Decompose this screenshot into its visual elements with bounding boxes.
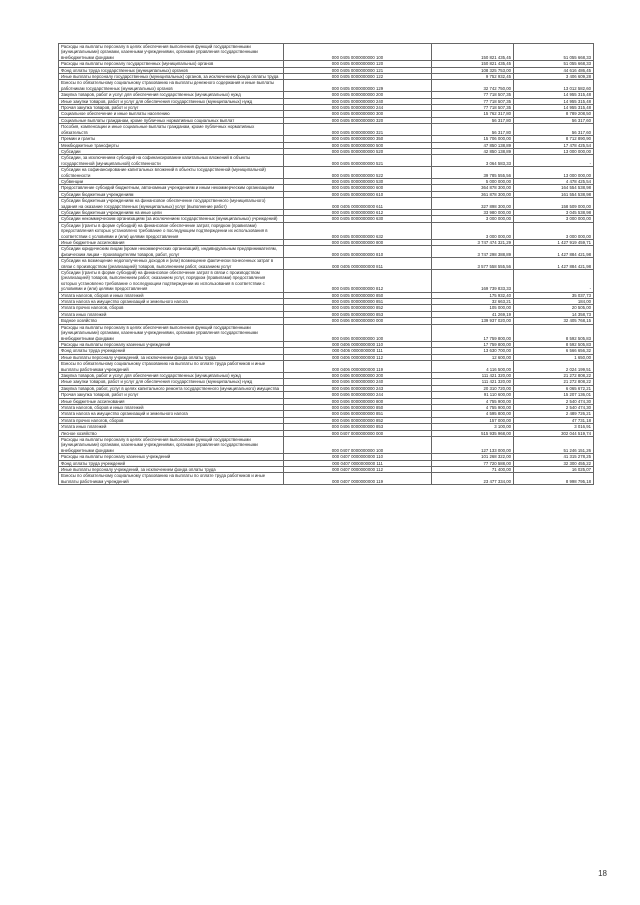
row-name: Уплата прочих налогов, сборов [59, 305, 284, 311]
row-code: 000 0405 0000000000 850 [284, 292, 432, 298]
row-name: Фонд оплаты труда учреждений [59, 460, 284, 466]
approved-amount: 32 742 750,00 [432, 80, 514, 92]
executed-amount: 6 566 656,32 [514, 348, 594, 354]
row-code: 000 0405 0000000000 350 [284, 136, 432, 142]
executed-amount: 164 554 538,98 [514, 185, 594, 191]
row-code: 000 0405 0000000000 240 [284, 98, 432, 104]
row-name: Предоставление субсидий бюджетным, автономным учреждениям и иным некоммерческим организациям [59, 185, 284, 191]
row-name: Расходы на выплаты персоналу государственных (муниципальных) органов [59, 61, 284, 67]
approved-amount: 327 898 300,00 [432, 198, 514, 210]
executed-amount: 3 016,91 [514, 424, 594, 430]
row-name: Водное хозяйство [59, 318, 284, 324]
approved-amount: 9 752 932,45 [432, 74, 514, 80]
row-name: Иные выплаты персоналу учреждений, за исключением фонда оплаты труда [59, 467, 284, 473]
row-name: Субсидии на софинансирование капитальных вложений в объекты государственной (муниципальной) собственности [59, 167, 284, 179]
approved-amount: 4 595 800,00 [432, 411, 514, 417]
executed-amount: 56 317,60 [514, 117, 594, 123]
row-name: Фонд оплаты труда государственных (муниципальных) органов [59, 67, 284, 73]
row-name: Расходы на выплаты персоналу в целях обеспечения выполнения функций государственными (муниципальными) органами, казенными учреждениями, органами управления государственными внебюджетными фондами [59, 44, 284, 61]
executed-amount: 158 509 000,00 [514, 198, 594, 210]
row-code: 000 0406 0000000000 100 [284, 324, 432, 341]
executed-amount: 8 712 890,90 [514, 136, 594, 142]
table-row [59, 222, 594, 239]
row-code: 000 0405 0000000000 800 [284, 240, 432, 246]
approved-amount: 127 133 000,00 [432, 437, 514, 454]
approved-amount: 108 325 753,00 [432, 67, 514, 73]
table-row [59, 124, 594, 136]
row-code: 000 0407 0000000000 111 [284, 460, 432, 466]
executed-amount: 44 616 486,45 [514, 67, 594, 73]
approved-amount: 139 937 020,00 [432, 318, 514, 324]
approved-amount: 361 878 300,00 [432, 191, 514, 197]
row-code: 000 0407 0000000000 000 [284, 430, 432, 436]
executed-amount: 32 300 455,22 [514, 460, 594, 466]
row-code: 000 0405 0000000000 530 [284, 178, 432, 184]
executed-amount: 35 037,73 [514, 292, 594, 298]
row-name: Иные бюджетные ассигнования [59, 398, 284, 404]
executed-amount: 3 000 000,00 [514, 216, 594, 222]
approved-amount: 4 755 900,00 [432, 398, 514, 404]
row-code: 000 0405 0000000000 851 [284, 299, 432, 305]
row-name: Субвенции [59, 178, 284, 184]
row-name: Расходы на выплаты персоналу казенных учреждений [59, 341, 284, 347]
row-code: 000 0406 0000000000 119 [284, 361, 432, 373]
row-code: 000 0405 0000000000 100 [284, 44, 432, 61]
approved-amount: 4 755 900,00 [432, 404, 514, 410]
executed-amount: 14 358,73 [514, 311, 594, 317]
row-name: Прочая закупка товаров, работ и услуг [59, 392, 284, 398]
approved-amount: 515 935 968,00 [432, 430, 514, 436]
row-code: 000 0405 0000000000 852 [284, 305, 432, 311]
row-name: Расходы на выплаты персоналу в целях обеспечения выполнения функций государственными (муниципальными) органами, казенными учреждениями, органами управления государственными внебюджетными фондами [59, 437, 284, 454]
row-name: Расходы на выплаты персоналу в целях обеспечения выполнения функций государственными (муниципальными) органами, казенными учреждениями, органами управления государственными внебюджетными фондами [59, 324, 284, 341]
approved-amount: 13 630 700,00 [432, 348, 514, 354]
row-name: Взносы по обязательному социальному страхованию на выплаты по оплате труда работников и иные выплаты работникам учреждений [59, 473, 284, 485]
approved-amount: 101 268 322,00 [432, 454, 514, 460]
executed-amount: 1 427 884 421,98 [514, 258, 594, 270]
row-code: 000 0405 0000000000 200 [284, 92, 432, 98]
row-name: Иные закупки товаров, работ и услуг для обеспечения государственных (муниципальных) нужд [59, 379, 284, 385]
executed-amount: 14 955 315,48 [514, 92, 594, 98]
approved-amount: 56 317,80 [432, 117, 514, 123]
approved-amount: 150 821 435,45 [432, 44, 514, 61]
executed-amount: 51 246 151,26 [514, 437, 594, 454]
table-row [59, 155, 594, 167]
approved-amount: 39 785 555,56 [432, 167, 514, 179]
approved-amount: 33 980 000,00 [432, 209, 514, 215]
approved-amount: 157 000,00 [432, 417, 514, 423]
row-code: 000 0406 0000000000 850 [284, 404, 432, 410]
executed-amount: 14 955 315,48 [514, 105, 594, 111]
executed-amount: 2 540 474,30 [514, 404, 594, 410]
executed-amount: 6 065 672,21 [514, 385, 594, 391]
approved-amount: 71 400,00 [432, 467, 514, 473]
row-name: Субсидии [59, 148, 284, 154]
executed-amount: 161 554 538,98 [514, 191, 594, 197]
executed-amount: 20 505,00 [514, 305, 594, 311]
row-code: 000 0405 0000000000 120 [284, 61, 432, 67]
executed-amount: 4 478 425,54 [514, 178, 594, 184]
executed-amount: 8 998 795,18 [514, 473, 594, 485]
approved-amount: 3 577 558 555,56 [432, 258, 514, 270]
executed-amount: 16 025,07 [514, 467, 594, 473]
approved-amount: 169 739 833,33 [432, 270, 514, 293]
row-code: 000 0405 0000000000 300 [284, 111, 432, 117]
row-name: Пособия, компенсации и иные социальные выплаты гражданам, кроме публичных нормативных обязательств [59, 124, 284, 136]
executed-amount: 51 055 668,33 [514, 61, 594, 67]
row-name: Прочая закупка товаров, работ и услуг [59, 105, 284, 111]
approved-amount: 175 932,40 [432, 292, 514, 298]
row-name: Фонд оплаты труда учреждений [59, 348, 284, 354]
row-code: 000 0406 0000000000 000 [284, 318, 432, 324]
approved-amount: 3 100,00 [432, 424, 514, 430]
row-name: Иные закупки товаров, работ и услуг для обеспечения государственных (муниципальных) нужд [59, 98, 284, 104]
row-code: 000 0405 0000000000 121 [284, 67, 432, 73]
row-name: Субсидии некоммерческим организациям (за исключением государственных (муниципальных) учреждений) [59, 216, 284, 222]
executed-amount: 2 024 199,51 [514, 361, 594, 373]
executed-amount: 8 789 208,50 [514, 111, 594, 117]
row-code: 000 0405 0000000000 812 [284, 270, 432, 293]
row-code: 000 0405 0000000000 611 [284, 198, 432, 210]
row-code: 000 0406 0000000000 800 [284, 398, 432, 404]
row-name: Субсидии юридическим лицам (кроме некоммерческих организаций), индивидуальным предпринимателям, физическим лицам - производителям товаров, работ, услуг [59, 246, 284, 258]
approved-amount: 5 000 000,00 [432, 178, 514, 184]
executed-amount: 8 592 505,83 [514, 324, 594, 341]
table-row [59, 258, 594, 270]
approved-amount: 3 747 474 321,29 [432, 240, 514, 246]
row-name: Субсидии (гранты в форме субсидий) на финансовое обеспечение затрат в связи с производством (реализацией) товаров, выполнением работ, оказанием услуг, порядком (правилами) предоставления которых установлено требование о последующем подтверждении их использования в соответствии с условиями и (или) целями предоставления [59, 270, 284, 293]
row-name: Социальные выплаты гражданам, кроме публичных нормативных социальных выплат [59, 117, 284, 123]
executed-amount: 302 044 519,74 [514, 430, 594, 436]
approved-amount: 32 663,21 [432, 299, 514, 305]
row-name: Субсидии, за исключением субсидий на софинансирование капитальных вложений в объекты государственной (муниципальной) собственности [59, 155, 284, 167]
executed-amount: 13 012 582,60 [514, 80, 594, 92]
row-code: 000 0405 0000000000 521 [284, 155, 432, 167]
executed-amount: 17 478 425,54 [514, 142, 594, 148]
table-row [59, 198, 594, 210]
approved-amount: 364 878 300,00 [432, 185, 514, 191]
row-name: Уплата прочих налогов, сборов [59, 417, 284, 423]
table-row [59, 324, 594, 341]
row-code: 000 0406 0000000000 200 [284, 372, 432, 378]
row-code: 000 0406 0000000000 112 [284, 354, 432, 360]
approved-amount: 15 762 317,80 [432, 111, 514, 117]
row-code: 000 0405 0000000000 612 [284, 209, 432, 215]
executed-amount: 3 045 538,98 [514, 209, 594, 215]
row-code: 000 0405 0000000000 320 [284, 117, 432, 123]
approved-amount: 15 706 000,00 [432, 136, 514, 142]
row-code: 000 0405 0000000000 520 [284, 148, 432, 154]
approved-amount: 105 000,00 [432, 305, 514, 311]
row-code: 000 0405 0000000000 522 [284, 167, 432, 179]
approved-amount: 111 421 320,00 [432, 372, 514, 378]
approved-amount: 3 000 000,00 [432, 222, 514, 239]
row-name: Уплата иных платежей [59, 424, 284, 430]
row-code: 000 0405 0000000000 129 [284, 80, 432, 92]
row-code: 000 0406 0000000000 244 [284, 392, 432, 398]
approved-amount: 3 747 298 388,89 [432, 246, 514, 258]
row-name: Закупка товаров, работ, услуг в целях капитального ремонта государственного (муниципального) имущества [59, 385, 284, 391]
approved-amount: 3 064 583,33 [432, 155, 514, 167]
approved-amount: 20 310 720,00 [432, 385, 514, 391]
row-name: Уплата налога на имущество организаций и земельного налога [59, 299, 284, 305]
approved-amount: 77 720 588,00 [432, 460, 514, 466]
row-code: 000 0406 0000000000 110 [284, 341, 432, 347]
row-code: 000 0407 0000000000 110 [284, 454, 432, 460]
row-code: 000 0405 0000000000 500 [284, 142, 432, 148]
approved-amount: 91 110 600,00 [432, 392, 514, 398]
row-code: 000 0405 0000000000 853 [284, 311, 432, 317]
row-code: 000 0405 0000000000 630 [284, 216, 432, 222]
row-code: 000 0405 0000000000 632 [284, 222, 432, 239]
executed-amount: 3 000 000,00 [514, 222, 594, 239]
executed-amount: - [514, 270, 594, 293]
executed-amount: 3 406 609,28 [514, 74, 594, 80]
row-name: Субсидии бюджетным учреждениям [59, 191, 284, 197]
row-name: Субсидии (гранты в форме субсидий) на финансовое обеспечение затрат, порядком (правилами) предоставления которых установлено требование о последующем подтверждении их использования в соответствии с условиями и (или) целями предоставления [59, 222, 284, 239]
row-name: Субсидии бюджетным учреждениям на иные цели [59, 209, 284, 215]
approved-amount: 17 759 800,00 [432, 324, 514, 341]
executed-amount: 56 317,60 [514, 124, 594, 136]
approved-amount: 4 116 500,00 [432, 361, 514, 373]
table-row [59, 437, 594, 454]
row-code: 000 0407 0000000000 119 [284, 473, 432, 485]
row-name: Иные выплаты персоналу учреждений, за исключением фонда оплаты труда [59, 354, 284, 360]
approved-amount: 77 718 507,35 [432, 98, 514, 104]
executed-amount: 1 650,00 [514, 354, 594, 360]
approved-amount: 23 477 334,00 [432, 473, 514, 485]
row-name: Лесное хозяйство [59, 430, 284, 436]
row-code: 000 0406 0000000000 851 [284, 411, 432, 417]
executed-amount: 15 207 136,01 [514, 392, 594, 398]
row-name: Расходы на выплаты персоналу казенных учреждений [59, 454, 284, 460]
executed-amount: 21 272 808,22 [514, 379, 594, 385]
row-name: Закупка товаров, работ и услуг для обеспечения государственных (муниципальных) нужд [59, 372, 284, 378]
row-name: Социальное обеспечение и иные выплаты населению [59, 111, 284, 117]
row-name: Иные бюджетные ассигнования [59, 240, 284, 246]
executed-amount: 14 955 315,48 [514, 98, 594, 104]
row-code: 000 0407 0000000000 100 [284, 437, 432, 454]
approved-amount: 47 850 138,89 [432, 142, 514, 148]
row-code: 000 0405 0000000000 244 [284, 105, 432, 111]
row-code: 000 0405 0000000000 810 [284, 246, 432, 258]
executed-amount: 8 592 505,83 [514, 341, 594, 347]
table-row [59, 167, 594, 179]
executed-amount: 13 000 000,00 [514, 167, 594, 179]
row-name: Взносы по обязательному социальному страхованию на выплаты денежного содержания и иные выплаты работникам государственных (муниципальных) органов [59, 80, 284, 92]
row-name: Иные выплаты персоналу государственных (муниципальных) органов, за исключением фонда оплаты труда [59, 74, 284, 80]
approved-amount: 12 600,00 [432, 354, 514, 360]
executed-amount: 13 000 000,00 [514, 148, 594, 154]
page-number: 18 [598, 869, 607, 878]
row-name: Субсидии бюджетным учреждениям на финансовое обеспечение государственного (муниципального) задания на оказание государственных (муниципальных) услуг (выполнение работ) [59, 198, 284, 210]
table-row [59, 361, 594, 373]
executed-amount: 47 731,18 [514, 417, 594, 423]
approved-amount: 77 718 507,35 [432, 92, 514, 98]
table-row [59, 44, 594, 61]
approved-amount: 77 718 507,35 [432, 105, 514, 111]
table-row [59, 270, 594, 293]
approved-amount: 111 421 320,00 [432, 379, 514, 385]
row-code: 000 0406 0000000000 111 [284, 348, 432, 354]
expenditure-table [58, 43, 594, 485]
approved-amount: 17 759 800,00 [432, 341, 514, 347]
row-name: Премии и гранты [59, 136, 284, 142]
table-row [59, 246, 594, 258]
approved-amount: 42 850 138,89 [432, 148, 514, 154]
table-row [59, 473, 594, 485]
executed-amount: 1 427 919 459,71 [514, 240, 594, 246]
executed-amount: 21 272 808,22 [514, 372, 594, 378]
expenditure-table-body [59, 44, 594, 485]
executed-amount: 41 315 278,25 [514, 454, 594, 460]
budget-report-page [58, 43, 593, 485]
row-code: 000 0405 0000000000 122 [284, 74, 432, 80]
row-name: Субсидии на возмещение недополученных доходов и (или) возмещение фактически понесенных затрат в связи с производством (реализацией) товаров, выполнением работ, оказанием услуг [59, 258, 284, 270]
approved-amount: 150 821 435,45 [432, 61, 514, 67]
row-code: 000 0405 0000000000 610 [284, 191, 432, 197]
executed-amount: 184,00 [514, 299, 594, 305]
row-code: 000 0406 0000000000 853 [284, 424, 432, 430]
row-code: 000 0405 0000000000 600 [284, 185, 432, 191]
row-code: 000 0405 0000000000 321 [284, 124, 432, 136]
executed-amount: 2 540 474,30 [514, 398, 594, 404]
executed-amount: 1 427 884 421,98 [514, 246, 594, 258]
row-code: 000 0407 0000000000 112 [284, 467, 432, 473]
approved-amount: 56 317,80 [432, 124, 514, 136]
row-name: Закупка товаров, работ и услуг для обеспечения государственных (муниципальных) нужд [59, 92, 284, 98]
row-code: 000 0405 0000000000 811 [284, 258, 432, 270]
row-name: Уплата иных платежей [59, 311, 284, 317]
row-name: Уплата налогов, сборов и иных платежей [59, 404, 284, 410]
approved-amount: 41 269,19 [432, 311, 514, 317]
executed-amount: 2 489 726,21 [514, 411, 594, 417]
row-name: Уплата налога на имущество организаций и земельного налога [59, 411, 284, 417]
row-code: 000 0406 0000000000 852 [284, 417, 432, 423]
row-code: 000 0406 0000000000 240 [284, 379, 432, 385]
executed-amount: 51 055 668,33 [514, 44, 594, 61]
row-code: 000 0406 0000000000 243 [284, 385, 432, 391]
row-name: Уплата налогов, сборов и иных платежей [59, 292, 284, 298]
executed-amount: - [514, 155, 594, 167]
row-name: Межбюджетные трансферты [59, 142, 284, 148]
table-row [59, 80, 594, 92]
row-name: Взносы по обязательному социальному страхованию на выплаты по оплате труда работников и иные выплаты работникам учреждений [59, 361, 284, 373]
executed-amount: 32 405 768,15 [514, 318, 594, 324]
approved-amount: 3 000 000,00 [432, 216, 514, 222]
